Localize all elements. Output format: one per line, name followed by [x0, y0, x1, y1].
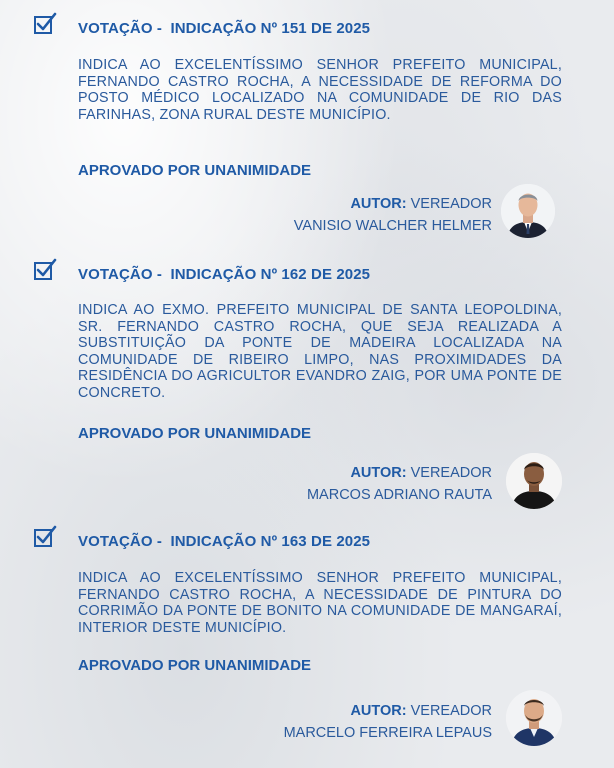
author-name: MARCELO FERREIRA LEPAUS	[283, 725, 492, 741]
author-role: VEREADOR	[410, 465, 492, 481]
author-label: AUTOR:	[350, 465, 407, 481]
avatar	[501, 184, 555, 238]
vote-heading: VOTAÇÃO - INDICAÇÃO Nº 162 DE 2025	[78, 266, 371, 283]
checkbox-checked-icon	[33, 525, 57, 549]
checkbox-checked-icon	[33, 12, 57, 36]
status-approved: APROVADO POR UNANIMIDADE	[78, 162, 312, 179]
author-label: AUTOR:	[350, 196, 407, 212]
avatar-photo	[506, 453, 562, 509]
author-block	[284, 700, 492, 744]
status-approved: APROVADO POR UNANIMIDADE	[78, 425, 312, 442]
author-role: VEREADOR	[410, 196, 492, 212]
indicacao-text: INDICA AO EXCELENTÍSSIMO SENHOR PREFEITO MUNICIPAL, FERNANDO CASTRO ROCHA, A NECESSIDADE DE PINTURA DO CORRIMÃO DA PONTE DE BONITO NA COMUNIDADE DE MANGARAÍ, INTERIOR DESTE MUNICÍPIO.	[78, 570, 562, 636]
author-block	[294, 193, 492, 237]
author-name: VANISIO WALCHER HELMER	[293, 218, 492, 234]
status-approved: APROVADO POR UNANIMIDADE	[78, 657, 312, 674]
avatar-photo	[506, 690, 562, 746]
author-label: AUTOR:	[350, 703, 407, 719]
author-role: VEREADOR	[410, 703, 492, 719]
author-name: MARCOS ADRIANO RAUTA	[306, 487, 492, 503]
avatar-photo	[501, 184, 555, 238]
vote-heading: VOTAÇÃO - INDICAÇÃO Nº 163 DE 2025	[78, 533, 371, 550]
avatar	[506, 453, 562, 509]
author-block	[307, 462, 492, 506]
avatar	[506, 690, 562, 746]
indicacao-text: INDICA AO EXCELENTÍSSIMO SENHOR PREFEITO MUNICIPAL, FERNANDO CASTRO ROCHA, A NECESSIDADE DE REFORMA DO POSTO MÉDICO LOCALIZADO NA COMUNIDADE DE RIO DAS FARINHAS, ZONA RURAL DESTE MUNICÍPIO.	[78, 57, 562, 123]
checkbox-checked-icon	[33, 258, 57, 282]
indicacao-text: INDICA AO EXMO. PREFEITO MUNICIPAL DE SANTA LEOPOLDINA, SR. FERNANDO CASTRO ROCHA, QUE SEJA REALIZADA A SUBSTITUIÇÃO DA PONTE DE MADEIRA LOCALIZADA NA COMUNIDADE DE RIBEIRO LIMPO, NAS PROXIMIDADES DA RESIDÊNCIA DO AGRICULTOR EVANDRO ZAIG, POR UMA PONTE DE CONCRETO.	[78, 302, 562, 401]
vote-heading: VOTAÇÃO - INDICAÇÃO Nº 151 DE 2025	[78, 20, 371, 37]
